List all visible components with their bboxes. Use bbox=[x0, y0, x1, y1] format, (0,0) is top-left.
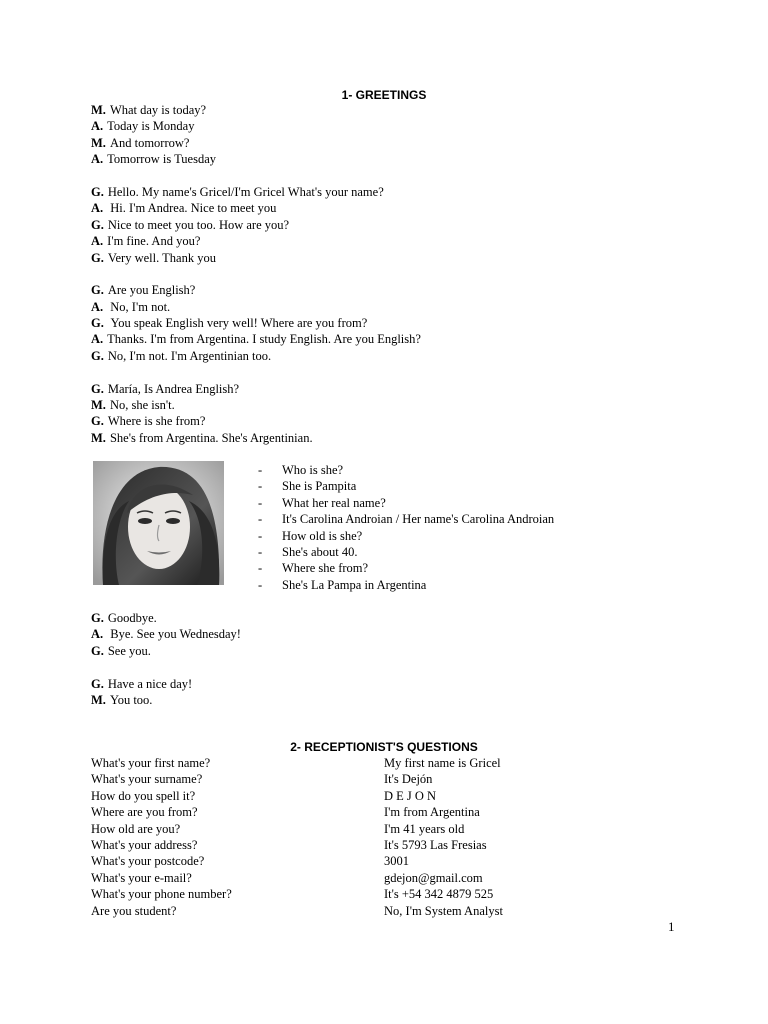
question-item: How old are you? bbox=[91, 821, 181, 836]
speaker-label: M. bbox=[91, 692, 106, 707]
speaker-label: G. bbox=[91, 283, 104, 298]
speaker-label: G. bbox=[91, 250, 104, 265]
dialog-line bbox=[91, 692, 241, 708]
dialog-line bbox=[91, 135, 421, 151]
list-item bbox=[258, 511, 554, 527]
answer-item: It's +54 342 4879 525 bbox=[384, 887, 494, 902]
answer-item: My first name is Gricel bbox=[384, 756, 501, 770]
dialog-text: No, she isn't. bbox=[109, 398, 175, 413]
bullet-marker: - bbox=[258, 495, 263, 510]
dialog-text: Very well. Thank you bbox=[107, 250, 216, 265]
list-item bbox=[258, 544, 554, 560]
list-item-text: What her real name? bbox=[282, 495, 386, 510]
answer-item: It's 5793 Las Fresias bbox=[384, 837, 487, 852]
dialog-line bbox=[91, 348, 421, 364]
dialog-text: And tomorrow? bbox=[109, 135, 190, 150]
dialog-line bbox=[91, 430, 421, 446]
dialog-text: Hi. I'm Andrea. Nice to meet you bbox=[107, 201, 277, 216]
list-item-text: How old is she? bbox=[282, 528, 363, 543]
bullet-marker: - bbox=[258, 479, 263, 494]
bullet-marker: - bbox=[258, 528, 263, 543]
answer-item: I'm 41 years old bbox=[384, 821, 465, 836]
speaker-label: G. bbox=[91, 611, 104, 625]
speaker-label: G. bbox=[91, 217, 104, 232]
speaker-label: A. bbox=[91, 627, 104, 642]
list-item-text: She is Pampita bbox=[282, 479, 357, 494]
list-item bbox=[258, 495, 554, 511]
question-item: Where are you from? bbox=[91, 805, 198, 820]
dialog-text: Goodbye. bbox=[107, 611, 157, 625]
speaker-label: G. bbox=[91, 348, 104, 363]
question-item: What's your postcode? bbox=[91, 854, 205, 869]
dialog-block-2 bbox=[91, 610, 241, 708]
dialog-line bbox=[91, 118, 421, 134]
dialog-text: Today is Monday bbox=[107, 119, 195, 134]
dialog-text: Bye. See you Wednesday! bbox=[107, 627, 241, 642]
speaker-label: A. bbox=[91, 234, 104, 249]
speaker-label: A. bbox=[91, 119, 104, 134]
list-item bbox=[258, 478, 554, 494]
speaker-label: A. bbox=[91, 201, 104, 216]
question-item: What's your address? bbox=[91, 837, 198, 852]
speaker-label: G. bbox=[91, 381, 104, 396]
bullet-marker: - bbox=[258, 512, 263, 527]
bullet-marker: - bbox=[258, 561, 263, 576]
speaker-label: G. bbox=[91, 643, 104, 658]
answer-item: gdejon@gmail.com bbox=[384, 870, 483, 885]
answer-item: 3001 bbox=[384, 854, 409, 869]
speaker-label: A. bbox=[91, 152, 104, 167]
dialog-text: Tomorrow is Tuesday bbox=[107, 152, 217, 167]
dialog-line bbox=[91, 233, 421, 249]
dialog-line bbox=[91, 331, 421, 347]
answers-column bbox=[384, 755, 503, 919]
dialog-text: You speak English very well! Where are you from? bbox=[107, 316, 368, 331]
questions-column bbox=[91, 755, 232, 919]
dialog-line bbox=[91, 200, 421, 216]
speaker-label: M. bbox=[91, 135, 106, 150]
list-item bbox=[258, 577, 554, 593]
dialog-line bbox=[91, 217, 421, 233]
bullet-list bbox=[258, 462, 554, 593]
dialog-text: Are you English? bbox=[107, 283, 196, 298]
bullet-marker: - bbox=[258, 577, 263, 592]
speaker-label: M. bbox=[91, 103, 106, 117]
list-item-text: She's about 40. bbox=[282, 544, 358, 559]
dialog-text: No, I'm not. bbox=[107, 299, 171, 314]
dialog-text: No, I'm not. I'm Argentinian too. bbox=[107, 348, 272, 363]
list-item-text: Who is she? bbox=[282, 463, 344, 477]
list-item bbox=[258, 462, 554, 478]
dialog-line bbox=[91, 676, 241, 692]
dialog-text: She's from Argentina. She's Argentinian. bbox=[109, 430, 313, 445]
question-item: What's your phone number? bbox=[91, 887, 232, 902]
answer-item: D E J O N bbox=[384, 788, 437, 803]
section-title-greetings: 1- GREETINGS bbox=[341, 88, 427, 102]
portrait-illustration bbox=[93, 461, 224, 585]
answer-item: I'm from Argentina bbox=[384, 805, 480, 820]
dialog-line bbox=[91, 643, 241, 659]
speaker-label: M. bbox=[91, 430, 106, 445]
dialog-text: I'm fine. And you? bbox=[107, 234, 201, 249]
dialog-line bbox=[91, 151, 421, 167]
dialog-line bbox=[91, 102, 421, 118]
dialog-line bbox=[91, 397, 421, 413]
dialog-text: What day is today? bbox=[109, 103, 207, 117]
dialog-line bbox=[91, 626, 241, 642]
page-number: 1 bbox=[668, 919, 675, 934]
speaker-label: A. bbox=[91, 299, 104, 314]
dialog-line bbox=[91, 299, 421, 315]
dialog-text: Hello. My name's Gricel/I'm Gricel What's your name? bbox=[107, 184, 384, 199]
dialog-line bbox=[91, 413, 421, 429]
dialog-line bbox=[91, 610, 241, 626]
bullet-marker: - bbox=[258, 463, 263, 477]
portrait-photo bbox=[93, 461, 224, 585]
dialog-text: Thanks. I'm from Argentina. I study English. Are you English? bbox=[107, 332, 421, 347]
list-item-text: It's Carolina Androian / Her name's Carolina Androian bbox=[282, 512, 555, 527]
bullet-marker: - bbox=[258, 544, 263, 559]
question-item: Are you student? bbox=[91, 903, 177, 918]
dialog-text: See you. bbox=[107, 643, 151, 658]
dialog-text: Have a nice day! bbox=[107, 676, 193, 691]
list-item-text: She's La Pampa in Argentina bbox=[282, 577, 427, 592]
speaker-label: G. bbox=[91, 414, 104, 429]
question-item: What's your e-mail? bbox=[91, 870, 192, 885]
answer-item: It's Dejón bbox=[384, 772, 433, 787]
dialog-block-1 bbox=[91, 102, 421, 446]
speaker-label: G. bbox=[91, 316, 104, 331]
question-item: What's your surname? bbox=[91, 772, 203, 787]
dialog-line bbox=[91, 184, 421, 200]
question-item: What's your first name? bbox=[91, 756, 211, 770]
dialog-text: María, Is Andrea English? bbox=[107, 381, 240, 396]
speaker-label: A. bbox=[91, 332, 104, 347]
dialog-text: You too. bbox=[109, 692, 153, 707]
dialog-line bbox=[91, 315, 421, 331]
list-item bbox=[258, 560, 554, 576]
list-item bbox=[258, 528, 554, 544]
dialog-text: Where is she from? bbox=[107, 414, 206, 429]
section-title-receptionist: 2- RECEPTIONIST'S QUESTIONS bbox=[290, 740, 478, 754]
speaker-label: M. bbox=[91, 398, 106, 413]
list-item-text: Where she from? bbox=[282, 561, 369, 576]
dialog-text: Nice to meet you too. How are you? bbox=[107, 217, 290, 232]
answer-item: No, I'm System Analyst bbox=[384, 903, 503, 918]
speaker-label: G. bbox=[91, 676, 104, 691]
speaker-label: G. bbox=[91, 184, 104, 199]
dialog-line bbox=[91, 250, 421, 266]
dialog-line bbox=[91, 381, 421, 397]
question-item: How do you spell it? bbox=[91, 788, 196, 803]
dialog-line bbox=[91, 282, 421, 298]
